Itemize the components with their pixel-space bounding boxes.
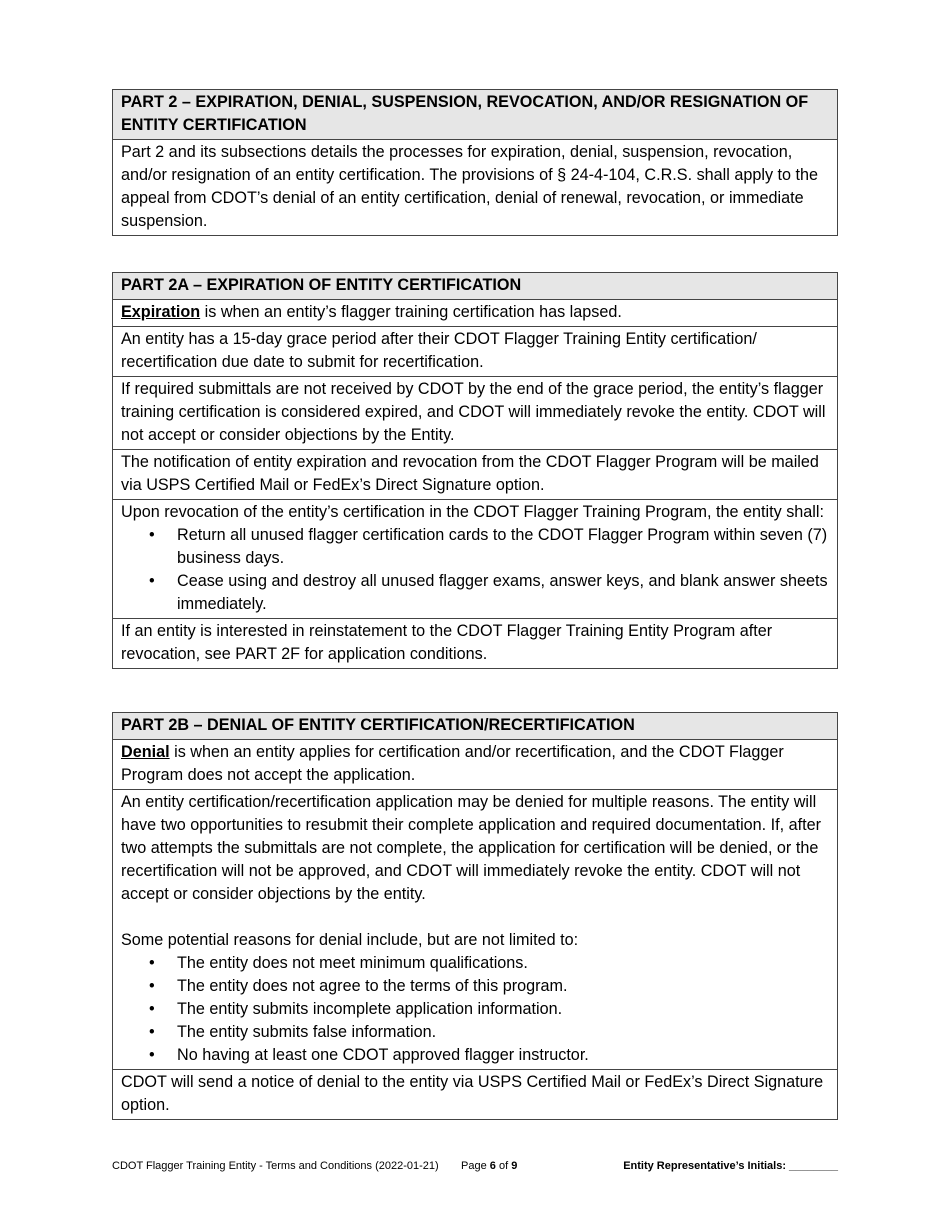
part2-body: Part 2 and its subsections details the processes for expiration, denial, suspension, revocation, and/or resignation of an entity certification. The provisions of § 24-4-104, C.R.S. shall apply to the appeal from CDOT’s denial of an entity certification, denial of renewal, revocation, or immediate suspension. bbox=[113, 139, 837, 235]
part2a-definition-text: is when an entity’s flagger training certification has lapsed. bbox=[200, 303, 622, 321]
part2b-definition-text: is when an entity applies for certification and/or recertification, and the CDOT Flagger Program does not accept the application. bbox=[121, 743, 784, 784]
part2b-reasons-list bbox=[121, 952, 829, 1067]
footer-page-current: 6 bbox=[489, 1160, 496, 1172]
part2a-definition bbox=[113, 299, 837, 326]
footer-page-of: of bbox=[498, 1160, 509, 1172]
part2b-table bbox=[112, 712, 838, 1120]
footer-page-total: 9 bbox=[511, 1160, 518, 1172]
list-item: • Return all unused flagger certification cards to the CDOT Flagger Program within seven (7) business days. bbox=[177, 524, 829, 570]
part2a-upon-revocation-intro: Upon revocation of the entity’s certification in the CDOT Flagger Training Program, the entity shall: bbox=[121, 503, 825, 521]
part2a-heading: PART 2A – EXPIRATION OF ENTITY CERTIFICATION bbox=[113, 273, 837, 299]
footer-page-word: Page bbox=[461, 1160, 487, 1172]
list-item: • No having at least one CDOT approved flagger instructor. bbox=[177, 1044, 829, 1067]
list-item: • Cease using and destroy all unused flagger exams, answer keys, and blank answer sheets immediately. bbox=[177, 570, 829, 616]
part2a-definition-term: Expiration bbox=[121, 303, 201, 321]
part2b-notice: CDOT will send a notice of denial to the entity via USPS Certified Mail or FedEx’s Direct Signature option. bbox=[113, 1069, 837, 1119]
part2b-heading: PART 2B – DENIAL OF ENTITY CERTIFICATION/RECERTIFICATION bbox=[113, 713, 837, 739]
part2-heading: PART 2 – EXPIRATION, DENIAL, SUSPENSION, REVOCATION, AND/OR RESIGNATION OF ENTITY CERTIFICATION bbox=[113, 90, 837, 139]
part2a-upon-revocation bbox=[113, 499, 837, 618]
part2a-grace-period: An entity has a 15-day grace period after their CDOT Flagger Training Entity certification/ recertification due date to submit for recertification. bbox=[113, 326, 837, 376]
part2a-reinstatement: If an entity is interested in reinstatement to the CDOT Flagger Training Entity Program after revocation, see PART 2F for application conditions. bbox=[113, 618, 837, 668]
list-item: • The entity does not agree to the terms of this program. bbox=[177, 975, 829, 998]
part2b-reasons-intro: Some potential reasons for denial include, but are not limited to: bbox=[121, 931, 579, 949]
part2-table bbox=[112, 89, 838, 236]
spacer bbox=[121, 906, 829, 929]
footer-initials: Entity Representative’s Initials: ________ bbox=[623, 1160, 838, 1172]
list-item: • The entity submits incomplete application information. bbox=[177, 998, 829, 1021]
part2b-definition bbox=[113, 739, 837, 789]
footer-page-number bbox=[461, 1158, 517, 1174]
footer-doc-title: CDOT Flagger Training Entity - Terms and Conditions (2022-01-21) bbox=[112, 1160, 439, 1172]
part2a-table bbox=[112, 272, 838, 669]
list-item: • The entity does not meet minimum qualifications. bbox=[177, 952, 829, 975]
part2b-definition-term: Denial bbox=[121, 743, 170, 761]
part2a-notification: The notification of entity expiration and revocation from the CDOT Flagger Program will be mailed via USPS Certified Mail or FedEx’s Direct Signature option. bbox=[113, 449, 837, 499]
part2a-revocation-list bbox=[121, 524, 829, 616]
part2a-not-received: If required submittals are not received by CDOT by the end of the grace period, the entity’s flagger training certification is considered expired, and CDOT will immediately revoke the entity. CDOT will not accept or consider objections by the Entity. bbox=[113, 376, 837, 449]
list-item: • The entity submits false information. bbox=[177, 1021, 829, 1044]
part2b-denial-details bbox=[113, 789, 837, 1069]
part2b-denial-paragraph: An entity certification/recertification application may be denied for multiple reasons. The entity will have two opportunities to resubmit their complete application and required documentation. If, after two attempts the submittals are not complete, the application for certification will be denied, or the recertification will not be approved, and CDOT will immediately revoke the entity. CDOT will not accept or consider objections by the entity. bbox=[121, 793, 822, 903]
page-footer bbox=[112, 1158, 838, 1174]
